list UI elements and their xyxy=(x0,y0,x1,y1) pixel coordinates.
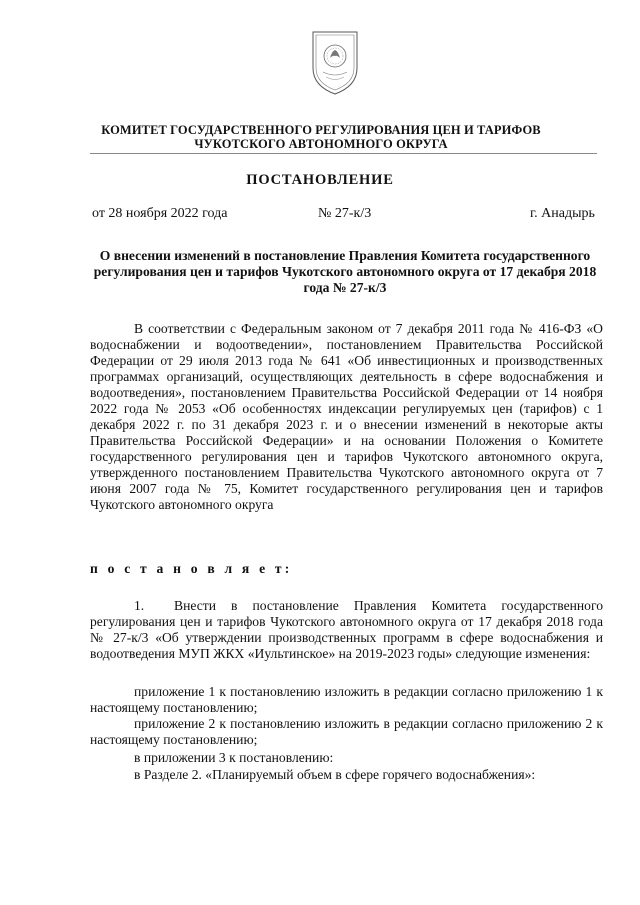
sub-item-appendix-1: приложение 1 к постановлению изложить в редакции согласно приложению 1 к настоящему постановлению; xyxy=(90,684,603,715)
item-1-text: Внести в постановление Правления Комитета государственного регулирования цен и тарифов Чукотского автономного округа от 17 декабря 2018 года № 27-к/3 «Об утверждении производственных программ в сфере водоснабжения и водоотведения МУП ЖКХ «Иультинское» на 2019-2023 годы» следующие изменения: xyxy=(90,598,603,661)
committee-name-line-2: ЧУКОТСКОГО АВТОНОМНОГО ОКРУГА xyxy=(194,137,448,151)
sub-item-appendix-3: в приложении 3 к постановлению: xyxy=(134,750,334,765)
document-number: № 27-к/3 xyxy=(318,206,372,221)
document-subject: О внесении изменений в постановление Правления Комитета государственного регулирования цен и тарифов Чукотского автономного округа от 17 декабря 2018 года № 27-к/3 xyxy=(93,248,597,295)
resolves-word: п о с т а н о в л я е т: xyxy=(90,561,293,576)
document-date: от 28 ноября 2022 года xyxy=(92,206,228,221)
committee-name-line-1: КОМИТЕТ ГОСУДАРСТВЕННОГО РЕГУЛИРОВАНИЯ ЦЕН И ТАРИФОВ xyxy=(101,123,541,137)
preamble-paragraph: В соответствии с Федеральным законом от 7 декабря 2011 года № 416-ФЗ «О водоснабжении и водоотведении», постановлением Правительства Российской Федерации от 29 июля 2013 года № 641 «Об инвестиционных и производственных программах организаций, осуществляющих деятельность в сфере водоснабжения и водоотведения», постановлением Правительства Российской Федерации от 14 ноября 2022 года № 2053 «Об особенностях индексации регулируемых цен (тарифов) с 1 декабря 2022 г. по 31 декабря 2023 г. и о внесении изменений в некоторые акты Правительства Российской Федерации» и на основании Положения о Комитете государственного регулирования цен и тарифов Чукотского автономного округа, утвержденного постановлением Правительства Чукотского автономного округа от 7 июня 2007 года № 75, Комитет государственного регулирования цен и тарифов Чукотского автономного округа xyxy=(90,321,603,512)
header-divider xyxy=(90,153,597,154)
sub-item-section-2: в Разделе 2. «Планируемый объем в сфере горячего водоснабжения»: xyxy=(134,767,536,782)
committee-name xyxy=(90,123,552,151)
sub-item-appendix-2: приложение 2 к постановлению изложить в редакции согласно приложению 2 к настоящему постановлению; xyxy=(90,716,603,747)
item-1-paragraph xyxy=(90,598,603,662)
document-place: г. Анадырь xyxy=(530,206,595,221)
coat-of-arms-emblem xyxy=(309,28,361,96)
item-1-number: 1. xyxy=(134,598,145,613)
document-title: ПОСТАНОВЛЕНИЕ xyxy=(246,172,394,188)
